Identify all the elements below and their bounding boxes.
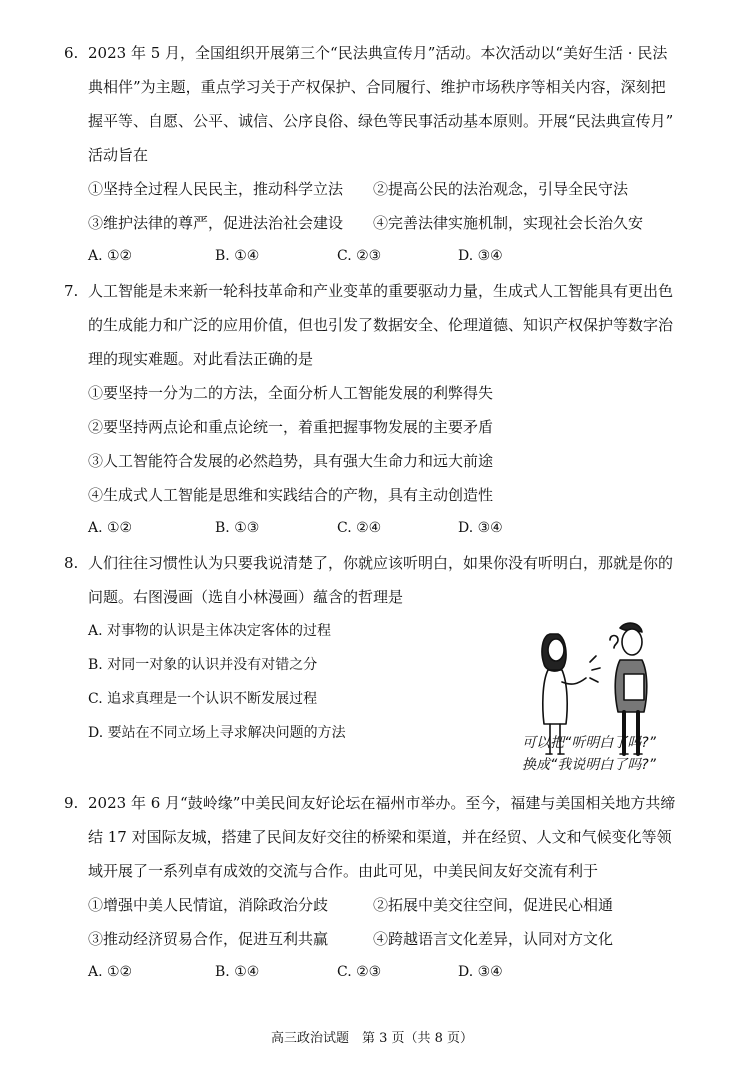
question-text-line: 人工智能是未来新一轮科技革命和产业变革的重要驱动力量，生成式人工智能具有更出色: [88, 282, 674, 300]
question-text-line: 域开展了一系列卓有成效的交流与合作。由此可见，中美民间友好交流有利于: [88, 862, 599, 880]
choice-c: C. ②③: [337, 248, 382, 264]
statement: ③维护法律的尊严，促进法治社会建设 ④完善法律实施机制，实现社会长治久安: [88, 214, 644, 232]
choice-d: D. ③④: [458, 964, 503, 980]
choice-c: C. ②③: [337, 964, 382, 980]
question-text-line: 典相伴”为主题，重点学习关于产权保护、合同履行、维护市场秩序等相关内容，深刻把: [88, 78, 666, 96]
question-number: 6.: [64, 44, 79, 62]
man-face: [622, 629, 642, 655]
statement: ①要坚持一分为二的方法，全面分析人工智能发展的利弊得失: [88, 384, 494, 402]
question-text-line: 握平等、自愿、公平、诚信、公序良俗、绿色等民事活动基本原则。开展“民法典宣传月”: [88, 112, 674, 130]
choice-c: C. ②④: [337, 520, 382, 536]
question-text-line: 2023 年 5 月，全国组织开展第三个“民法典宣传月”活动。本次活动以“美好生活 · 民法: [88, 44, 668, 62]
woman-body: [543, 670, 567, 724]
man-book: [624, 674, 644, 700]
choice-d: D. ③④: [458, 520, 503, 536]
choice-b: B. 对同一对象的认识并没有对错之分: [88, 657, 318, 673]
choice-b: B. ①④: [215, 248, 260, 264]
statement: ②要坚持两点论和重点论统一，着重把握事物发展的主要矛盾: [88, 418, 494, 436]
question-text-line: 2023 年 6 月“鼓岭缘”中美民间友好论坛在福州市举办。至今，福建与美国相关地方共缔: [88, 794, 676, 812]
question-text-line: 理的现实难题。对此看法正确的是: [88, 350, 314, 368]
speech-marks: [590, 656, 600, 682]
question-number: 8.: [64, 554, 79, 572]
question-number: 7.: [64, 282, 79, 300]
question-mark: [610, 636, 618, 649]
cartoon-caption-line: 可以把“听明白了吗?”: [522, 735, 656, 751]
statement: ④生成式人工智能是思维和实践结合的产物，具有主动创造性: [88, 486, 494, 504]
choice-d: D. 要站在不同立场上寻求解决问题的方法: [88, 725, 346, 741]
question-number: 9.: [64, 794, 79, 812]
choice-b: B. ①③: [215, 520, 260, 536]
question-text-line: 问题。右图漫画（选自小林漫画）蕴含的哲理是: [88, 588, 404, 606]
choice-a: A. ①②: [88, 964, 133, 980]
choice-a: A. ①②: [88, 520, 133, 536]
question-text-line: 结 17 对国际友城，搭建了民间友好交往的桥梁和渠道，并在经贸、人文和气候变化等领: [88, 828, 672, 846]
question-text-line: 活动旨在: [88, 146, 149, 164]
statement: ①增强中美人民情谊，消除政治分歧 ②拓展中美交往空间，促进民心相通: [88, 896, 614, 914]
choice-c: C. 追求真理是一个认识不断发展过程: [88, 691, 318, 707]
statement: ③人工智能符合发展的必然趋势，具有强大生命力和远大前途: [88, 452, 494, 470]
page-footer: 高三政治试题 第 3 页（共 8 页）: [270, 1031, 474, 1046]
statement: ①坚持全过程人民民主，推动科学立法 ②提高公民的法治观念，引导全民守法: [88, 180, 629, 198]
cartoon-caption-line: 换成“我说明白了吗?”: [522, 757, 656, 773]
choice-d: D. ③④: [458, 248, 503, 264]
choice-b: B. ①④: [215, 964, 260, 980]
choice-a: A. 对事物的认识是主体决定客体的过程: [88, 623, 332, 639]
question-text-line: 人们往往习惯性认为只要我说清楚了，你就应该听明白，如果你没有听明白，那就是你的: [88, 554, 674, 572]
woman-face: [548, 639, 564, 661]
statement: ③推动经济贸易合作，促进互利共赢 ④跨越语言文化差异，认同对方文化: [88, 930, 614, 948]
choice-a: A. ①②: [88, 248, 133, 264]
question-text-line: 的生成能力和广泛的应用价值，但也引发了数据安全、伦理道德、知识产权保护等数字治: [88, 316, 674, 334]
